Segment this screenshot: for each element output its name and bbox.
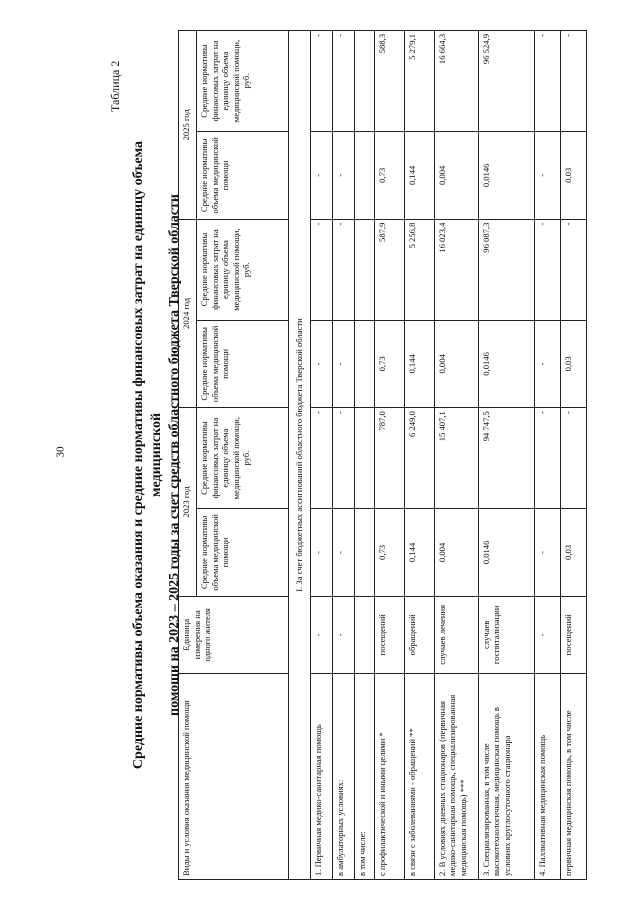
table-row [560, 31, 586, 880]
row-kind: в связи с заболеваниями - обращений ** [404, 673, 434, 879]
row-cost-2025 [354, 31, 374, 132]
row-volume-2023: 0,004 [434, 509, 478, 597]
row-cost-2024 [354, 219, 374, 320]
row-volume-2024: 0,03 [560, 320, 586, 408]
row-unit [354, 596, 374, 673]
row-kind: 4. Паллиативная медицинская помощь [534, 673, 560, 879]
row-cost-2025: 588,3 [374, 31, 404, 132]
row-cost-2025: - [310, 31, 332, 132]
row-volume-2024: 0,0146 [478, 320, 534, 408]
row-cost-2025: 96 524,9 [478, 31, 534, 132]
row-cost-2024: - [310, 219, 332, 320]
row-unit: посещений [374, 596, 404, 673]
table-row [434, 31, 478, 880]
title-line-2: помощи на 2023 – 2025 годы за счет средств областного бюджета Тверской области [167, 194, 182, 716]
header-cost-2025: Средние нормативы финансовых затрат на единицу объема медицинской помощи, руб. [197, 31, 289, 132]
row-cost-2023: - [534, 408, 560, 509]
row-unit: посещений [560, 596, 586, 673]
row-cost-2024: 5 256,8 [404, 219, 434, 320]
row-cost-2024: - [534, 219, 560, 320]
header-2024: 2024 год [179, 219, 197, 408]
row-volume-2025: 0,03 [560, 132, 586, 220]
row-unit: - [332, 596, 354, 673]
row-cost-2023: - [310, 408, 332, 509]
header-cost-2023: Средние нормативы финансовых затрат на единицу объема медицинской помощи, руб. [197, 408, 289, 509]
row-volume-2023: - [332, 509, 354, 597]
row-volume-2024: 0,004 [434, 320, 478, 408]
row-cost-2023: 94 747,5 [478, 408, 534, 509]
row-unit: - [310, 596, 332, 673]
page-number: 30 [54, 446, 67, 458]
row-kind: первичная медицинская помощь, в том числе [560, 673, 586, 879]
row-cost-2024: - [332, 219, 354, 320]
table-row [354, 31, 374, 880]
row-kind: в том числе: [354, 673, 374, 879]
row-volume-2025: - [310, 132, 332, 220]
row-cost-2023: - [332, 408, 354, 509]
table-row [332, 31, 354, 880]
row-volume-2024: 0,144 [404, 320, 434, 408]
row-volume-2025 [354, 132, 374, 220]
header-2023: 2023 год [179, 408, 197, 597]
row-volume-2023: - [534, 509, 560, 597]
norms-table [178, 30, 587, 880]
header-cost-2024: Средние нормативы финансовых затрат на единицу объема медицинской помощи, руб. [197, 219, 289, 320]
row-cost-2025: - [534, 31, 560, 132]
row-volume-2023: 0,0146 [478, 509, 534, 597]
row-volume-2024 [354, 320, 374, 408]
row-volume-2023 [354, 509, 374, 597]
row-cost-2023: 6 249,0 [404, 408, 434, 509]
row-volume-2025: - [534, 132, 560, 220]
row-volume-2023: 0,144 [404, 509, 434, 597]
row-volume-2025: 0,0146 [478, 132, 534, 220]
header-volume-2025: Средние нормативы объема медицинской помощи [197, 132, 289, 220]
row-unit: случаев госпитализации [478, 596, 534, 673]
document-title [130, 105, 184, 805]
row-cost-2025: 5 279,1 [404, 31, 434, 132]
header-unit: Единица измерения на одного жителя [179, 596, 289, 673]
row-cost-2023: 15 407,1 [434, 408, 478, 509]
row-cost-2024: - [560, 219, 586, 320]
header-kind: Виды и условия оказания медицинской помощи [179, 673, 289, 879]
row-unit: - [534, 596, 560, 673]
title-line-1: Средние нормативы объема оказания и средние нормативы финансовых затрат на единицу объема медицинской [131, 140, 164, 770]
row-kind: 3. Специализированная, в том числе высокотехнологичная, медицинская помощь в условиях круглосуточного стационара [478, 673, 534, 879]
row-volume-2024: - [332, 320, 354, 408]
row-kind: с профилактической и иными целями * [374, 673, 404, 879]
row-cost-2023: - [560, 408, 586, 509]
row-cost-2024: 16 023,4 [434, 219, 478, 320]
row-volume-2025: 0,004 [434, 132, 478, 220]
row-cost-2023 [354, 408, 374, 509]
table-row [534, 31, 560, 880]
row-volume-2025: 0,144 [404, 132, 434, 220]
row-volume-2025: 0,73 [374, 132, 404, 220]
row-volume-2025: - [332, 132, 354, 220]
row-volume-2023: - [310, 509, 332, 597]
table-label: Таблица 2 [108, 60, 122, 112]
row-kind: 1. Первичная медико-санитарная помощь [310, 673, 332, 879]
section-heading: I. За счет бюджетных ассигнований областного бюджета Тверской области [289, 31, 311, 880]
table-row [310, 31, 332, 880]
row-kind: 2. В условиях дневных стационаров (первичная медико-санитарная помощь, специализированная медицинская помощь) *** [434, 673, 478, 879]
row-volume-2024: 0,73 [374, 320, 404, 408]
row-volume-2024: - [534, 320, 560, 408]
row-cost-2025: - [560, 31, 586, 132]
header-2025: 2025 год [179, 31, 197, 220]
row-volume-2023: 0,03 [560, 509, 586, 597]
row-kind: в амбулаторных условиях: [332, 673, 354, 879]
row-cost-2025: - [332, 31, 354, 132]
row-volume-2023: 0,73 [374, 509, 404, 597]
header-volume-2024: Средние нормативы объема медицинской помощи [197, 320, 289, 408]
row-volume-2024: - [310, 320, 332, 408]
table-row [478, 31, 534, 880]
row-cost-2024: 587,9 [374, 219, 404, 320]
row-cost-2024: 96 087,3 [478, 219, 534, 320]
row-cost-2025: 16 664,3 [434, 31, 478, 132]
header-volume-2023: Средние нормативы объема медицинской помощи [197, 509, 289, 597]
table-row [374, 31, 404, 880]
row-unit: случаев лечения [434, 596, 478, 673]
row-cost-2023: 787,0 [374, 408, 404, 509]
table-row [404, 31, 434, 880]
row-unit: обращений [404, 596, 434, 673]
